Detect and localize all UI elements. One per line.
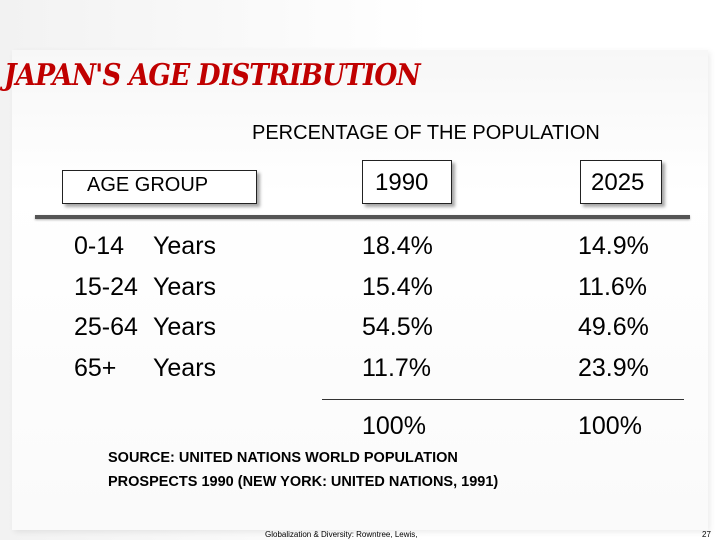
age-range-0-14: 0-14 <box>74 232 125 260</box>
sum-divider <box>322 399 684 400</box>
age-unit: Years <box>153 313 217 341</box>
value-1990: 15.4% <box>362 273 433 301</box>
value-2025: 11.6% <box>578 273 648 301</box>
value-1990: 54.5% <box>362 313 433 341</box>
value-2025: 14.9% <box>578 232 649 260</box>
header-year-1990: 1990 <box>362 160 452 204</box>
header-age-group: AGE GROUP <box>62 170 257 204</box>
table-subtitle: PERCENTAGE OF THE POPULATION <box>252 122 600 144</box>
value-1990: 11.7% <box>362 354 432 382</box>
total-2025: 100% <box>578 412 642 440</box>
age-unit: Years <box>153 273 217 301</box>
slide-title: JAPAN'S AGE DISTRIBUTION <box>4 58 420 93</box>
source-line-2: PROSPECTS 1990 (NEW YORK: UNITED NATIONS, 1991) <box>108 474 499 490</box>
source-citation <box>108 446 498 494</box>
source-line-1: SOURCE: UNITED NATIONS WORLD POPULATION <box>108 450 458 466</box>
slide-footer: Globalization & Diversity: Rowntree, Lewis, <box>265 530 418 539</box>
value-1990: 18.4% <box>362 232 433 260</box>
age-range-65-plus: 65+ <box>74 354 117 382</box>
page-number: 27 <box>702 530 711 539</box>
total-1990: 100% <box>362 412 426 440</box>
value-2025: 23.9% <box>578 354 649 382</box>
age-unit: Years <box>153 354 217 382</box>
age-range-15-24: 15-24 <box>74 273 138 301</box>
age-range-25-64: 25-64 <box>74 313 138 341</box>
header-divider <box>35 215 690 219</box>
value-2025: 49.6% <box>578 313 649 341</box>
header-year-2025: 2025 <box>580 160 662 204</box>
age-unit: Years <box>153 232 217 260</box>
